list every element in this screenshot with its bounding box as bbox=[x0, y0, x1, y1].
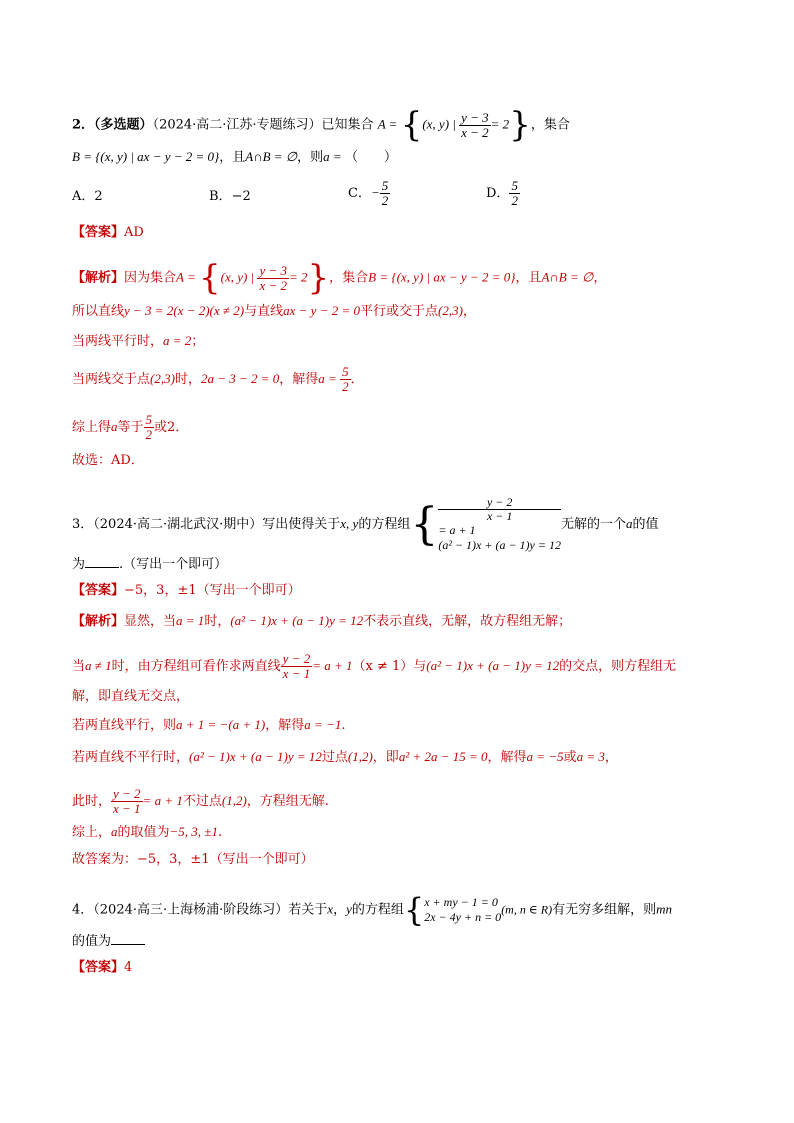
q2-an5-a: a bbox=[111, 419, 118, 434]
q3-stem-b: 的方程组 bbox=[358, 517, 411, 532]
q2-an1-cap: A∩B = ∅ bbox=[541, 269, 594, 285]
q3-an5-g: ，解得 bbox=[487, 750, 527, 765]
q3-number: 3． bbox=[72, 517, 94, 532]
q3-an4-a: 若两直线平行，则 bbox=[72, 718, 177, 733]
q2-an4-text-g: ． bbox=[350, 372, 364, 387]
q3-stem-a: 写出使得关于 bbox=[262, 517, 341, 532]
q4-number: 4． bbox=[72, 902, 94, 918]
q2-an1-frac-den: x − 2 bbox=[259, 277, 287, 293]
q2-frac-den: x − 2 bbox=[461, 124, 489, 140]
q2-an2-text-e: 平行或交于点 bbox=[359, 304, 438, 319]
q2-an1-text-b: ，集合 bbox=[329, 270, 369, 286]
q2-an6-value: AD bbox=[111, 453, 131, 468]
q2-an4-den: 2 bbox=[342, 379, 349, 394]
q2-option-c-num: 5 bbox=[381, 178, 389, 193]
q3-an6-e: ，方程组无解. bbox=[246, 794, 329, 809]
q2-an5-text-a: 综上得 bbox=[72, 420, 112, 435]
q2-an1-frac bbox=[257, 264, 289, 293]
q2-an2-text-g: ， bbox=[462, 304, 476, 319]
q2-an1-set-b: B = {(x, y) | ax − y − 2 = 0} bbox=[368, 269, 516, 285]
q4-system-brace: { bbox=[403, 891, 425, 929]
q3-an7-e: . bbox=[217, 825, 223, 840]
q2-frac-num: y − 3 bbox=[461, 109, 489, 125]
q2-answer-value: AD bbox=[124, 225, 144, 240]
q3-stem-a-var: a bbox=[625, 516, 633, 531]
q2-analysis-line5 bbox=[72, 413, 188, 442]
q2-analysis-line3 bbox=[72, 332, 204, 351]
q2-option-a-value: 2 bbox=[94, 189, 103, 204]
q2-option-d-num: 5 bbox=[511, 178, 518, 193]
q3-system-num: y − 2 bbox=[438, 496, 561, 510]
q3-line2-a: 为 bbox=[72, 557, 86, 572]
q3-source: （2024·高二·湖北武汉·期中） bbox=[93, 517, 263, 532]
q2-option-c-sign: − bbox=[370, 185, 380, 200]
q3-an6-c: 不过点 bbox=[182, 794, 222, 809]
q4-answer bbox=[72, 959, 132, 977]
q3-an5-a: 若两直线不平行时， bbox=[72, 750, 190, 765]
q4-line2: 的值为 bbox=[72, 934, 112, 949]
q4-stem-a: 若关于 bbox=[288, 902, 328, 918]
q2-an3-text-c: ； bbox=[191, 334, 205, 349]
q3-vars: x, y bbox=[340, 516, 359, 531]
q2-an4-text-e: ，解得 bbox=[279, 372, 319, 387]
q3-an7-c: 的取值为 bbox=[117, 825, 170, 840]
q2-cap: A∩B = ∅ bbox=[245, 149, 298, 164]
q3-an2-den: x − 1 bbox=[282, 666, 311, 681]
q3-an7-d: −5, 3, ±1 bbox=[169, 824, 218, 839]
q2-an1-frac-num: y − 3 bbox=[259, 262, 287, 278]
q2-answer bbox=[72, 224, 144, 242]
q3-an2-e: （x ≠ 1）与 bbox=[352, 659, 427, 674]
q2-paren: （ ） bbox=[344, 150, 397, 165]
q3-an1-b: a = 1 bbox=[176, 613, 205, 628]
q3-analysis-line8 bbox=[72, 851, 314, 869]
q4-stem-b: ， bbox=[333, 902, 347, 918]
q2-an5-text-c: 等于 bbox=[117, 420, 144, 435]
q3-an5-b: (a² − 1)x + (a − 1)y = 12 bbox=[189, 749, 322, 764]
q3-an6-num: y − 2 bbox=[113, 786, 141, 801]
q2-option-a-label: A． bbox=[72, 189, 95, 204]
q3-an5-e: ，即 bbox=[372, 750, 399, 765]
q3-an3: 解，即直线无交点， bbox=[72, 689, 190, 704]
q3-an5-c: 过点 bbox=[321, 750, 348, 765]
q3-an5-d: (1,2) bbox=[347, 749, 373, 764]
q3-an4-c: ，解得 bbox=[265, 718, 305, 733]
q2-an2-text-a: 所以直线 bbox=[72, 304, 125, 319]
q2-stem-suffix: ，集合 bbox=[530, 117, 570, 133]
q2-set-a-frac bbox=[459, 111, 491, 140]
q3-system-line2: (a² − 1)x + (a − 1)y = 12 bbox=[438, 538, 561, 552]
q3-an5-k: ， bbox=[604, 750, 618, 765]
q2-an6-text-c: ． bbox=[130, 453, 144, 468]
q3-an2-f: (a² − 1)x + (a − 1)y = 12 bbox=[426, 658, 560, 673]
q3-an5-f: a² + 2a − 15 = 0 bbox=[398, 749, 488, 764]
q3-stem-line1 bbox=[72, 496, 659, 553]
q3-system-den: x − 1 bbox=[486, 509, 513, 523]
q3-an7-a: 综上， bbox=[72, 825, 112, 840]
q4-system bbox=[424, 895, 501, 925]
q3-an2-d: = a + 1 bbox=[312, 658, 353, 673]
q2-option-d-frac bbox=[509, 179, 520, 208]
q3-an8: 故答案为：−5，3，±1（写出一个即可） bbox=[72, 852, 314, 867]
q2-an1-brace-right: } bbox=[307, 258, 330, 298]
q2-type: （多选题） bbox=[94, 117, 153, 133]
q3-an5-j: a = 3 bbox=[576, 749, 605, 764]
q2-cond: ，且 bbox=[219, 150, 246, 165]
q3-an6-a: 此时， bbox=[72, 794, 112, 809]
q2-set-a-var: (x, y) | bbox=[422, 116, 460, 132]
q2-option-c-frac bbox=[380, 179, 391, 208]
q3-system-brace: { bbox=[410, 498, 439, 550]
q3-an2-g: 的交点，则方程组无 bbox=[559, 659, 677, 674]
q3-answer-tag: 【答案】 bbox=[72, 583, 125, 598]
q2-set-b: B = {(x, y) | ax − y − 2 = 0} bbox=[72, 149, 220, 164]
q2-an5-text-f: ． bbox=[175, 420, 189, 435]
q2-analysis-line1 bbox=[72, 258, 607, 298]
q4-system-line1: x + my − 1 = 0 bbox=[424, 895, 498, 909]
q2-an1-eq: = 2 bbox=[288, 269, 308, 285]
q3-an2-c: 时，由方程组可看作求两直线 bbox=[111, 659, 281, 674]
q4-stem-d: 有无穷多组解，则 bbox=[552, 902, 657, 918]
q4-stem-cond: (m, n ∈ R) bbox=[501, 902, 553, 917]
q4-system-line2: 2x − 4y + n = 0 bbox=[424, 910, 502, 924]
q2-answer-tag: 【答案】 bbox=[72, 225, 125, 240]
q3-an6-d: (1,2) bbox=[221, 793, 247, 808]
q2-an3-text-a: 当两线平行时， bbox=[72, 334, 164, 349]
q2-an4-text-c: 时， bbox=[174, 372, 201, 387]
q4-answer-tag: 【答案】 bbox=[72, 960, 125, 975]
q3-system bbox=[438, 496, 561, 553]
q2-an5-value: 2 bbox=[167, 420, 176, 435]
q2-set-a-lhs: A = bbox=[377, 116, 401, 132]
q3-an2-a: 当 bbox=[72, 659, 86, 674]
q2-brace-left: { bbox=[400, 105, 423, 145]
q2-an1-text-f: ， bbox=[593, 270, 607, 286]
q3-system-rhs: = a + 1 bbox=[438, 523, 476, 537]
q2-an3-eq: a = 2 bbox=[163, 333, 192, 348]
q3-an5-i: 或 bbox=[563, 750, 577, 765]
q4-stem-mn: mn bbox=[656, 901, 672, 917]
q3-an6-den: x − 1 bbox=[113, 801, 141, 816]
q2-an5-num: 5 bbox=[145, 412, 153, 427]
q3-an2-b: a ≠ 1 bbox=[85, 658, 112, 673]
q2-an5-frac bbox=[144, 413, 155, 442]
q3-stem-e: 的值 bbox=[632, 517, 659, 532]
q4-var-x: x bbox=[327, 901, 334, 917]
q2-an4-point: (2,3) bbox=[150, 371, 175, 386]
q4-stem-line1 bbox=[72, 893, 672, 927]
q2-option-c-den: 2 bbox=[381, 193, 389, 208]
q3-analysis-line3 bbox=[72, 688, 189, 706]
q3-an5-h: a = −5 bbox=[526, 749, 564, 764]
q4-source: （2024·高三·上海杨浦·阶段练习） bbox=[93, 902, 289, 918]
q3-system-frac bbox=[438, 496, 561, 523]
q3-an1-e: 不表示直线，无解，故方程组无解； bbox=[363, 614, 572, 629]
q2-option-c bbox=[348, 179, 390, 208]
q2-an5-den: 2 bbox=[145, 427, 153, 442]
q3-stem-c: 无解的一个 bbox=[560, 517, 626, 532]
q2-brace-right: } bbox=[509, 105, 531, 145]
q2-option-b-label: B． bbox=[209, 189, 232, 204]
q2-an1-text-d: ，且 bbox=[515, 270, 542, 286]
q2-an2-text-c: 与直线 bbox=[244, 304, 284, 319]
q3-answer bbox=[72, 582, 301, 600]
q2-a: a = bbox=[323, 149, 345, 164]
q4-answer-blank[interactable] bbox=[111, 932, 145, 945]
q2-analysis-line2 bbox=[72, 302, 476, 321]
q2-an1-set-a-lhs: A = bbox=[176, 269, 200, 285]
q2-an6-text-a: 故选： bbox=[72, 453, 112, 468]
q3-stem-line2 bbox=[72, 555, 227, 574]
q3-an6-frac bbox=[111, 787, 143, 816]
q3-an1-c: 时， bbox=[204, 614, 231, 629]
q3-system-line1 bbox=[438, 496, 561, 538]
q2-option-d-label: D． bbox=[486, 186, 510, 201]
q2-an4-eq: 2a − 3 − 2 = 0 bbox=[200, 371, 280, 386]
q2-source: （2024·高二·江苏·专题练习） bbox=[152, 117, 322, 133]
q4-stem-line2 bbox=[72, 932, 145, 951]
q2-analysis-line4 bbox=[72, 365, 364, 394]
q2-option-d-den: 2 bbox=[511, 193, 518, 208]
q3-an7-b: a bbox=[111, 824, 118, 839]
q2-analysis-tag: 【解析】 bbox=[72, 270, 125, 286]
q2-option-c-label: C． bbox=[348, 186, 371, 201]
q2-an2-line2: ax − y − 2 = 0 bbox=[283, 303, 360, 318]
q2-an4-a: a = bbox=[318, 371, 341, 386]
q4-var-y: y bbox=[346, 901, 352, 917]
q3-line2-b: .（写出一个即可） bbox=[119, 557, 228, 572]
q2-option-b bbox=[209, 188, 251, 206]
q3-analysis-line1 bbox=[72, 612, 571, 631]
q3-an4-e: . bbox=[341, 718, 346, 733]
q2-option-a bbox=[72, 188, 103, 206]
q2-stem-line1 bbox=[72, 105, 570, 145]
q2-set-a-eq: = 2 bbox=[490, 116, 510, 132]
q2-an1-text: 因为集合 bbox=[124, 270, 177, 286]
q2-number: 2． bbox=[72, 117, 95, 133]
q2-an4-frac bbox=[340, 365, 351, 394]
q3-analysis-tag: 【解析】 bbox=[72, 614, 125, 629]
q2-an1-brace-left: { bbox=[199, 258, 221, 298]
q2-an5-text-d: 或 bbox=[154, 420, 168, 435]
q3-an2-num: y − 2 bbox=[282, 651, 311, 666]
q2-an1-set-a-var: (x, y) | bbox=[220, 269, 258, 285]
q2-an2-point: (2,3) bbox=[438, 303, 463, 318]
q2-ask: ，则 bbox=[297, 150, 324, 165]
q2-an4-num: 5 bbox=[342, 364, 349, 379]
q3-an1-d: (a² − 1)x + (a − 1)y = 12 bbox=[230, 613, 364, 628]
q4-stem-c: 的方程组 bbox=[351, 902, 404, 918]
q3-analysis-line6 bbox=[72, 787, 329, 816]
q3-an4-b: a + 1 = −(a + 1) bbox=[176, 717, 266, 732]
q3-analysis-line4 bbox=[72, 716, 345, 735]
q3-an6-b: = a + 1 bbox=[142, 793, 183, 808]
q2-analysis-line6 bbox=[72, 452, 144, 470]
q2-an2-line1: y − 3 = 2(x − 2)(x ≠ 2) bbox=[124, 303, 245, 318]
q3-analysis-line7 bbox=[72, 823, 222, 842]
q2-stem-line2 bbox=[72, 148, 397, 167]
q2-option-d bbox=[486, 179, 520, 208]
q2-an4-text-a: 当两线交于点 bbox=[72, 372, 151, 387]
q3-an1-a: 显然，当 bbox=[124, 614, 177, 629]
q4-answer-value: 4 bbox=[124, 960, 133, 975]
q3-analysis-line2 bbox=[72, 652, 676, 681]
q3-analysis-line5 bbox=[72, 748, 618, 767]
q3-an4-d: a = −1 bbox=[304, 717, 342, 732]
q3-an2-frac bbox=[281, 652, 313, 681]
q2-option-b-value: −2 bbox=[231, 189, 251, 204]
q3-answer-blank[interactable] bbox=[85, 555, 119, 568]
q3-answer-value: −5，3，±1（写出一个即可） bbox=[124, 583, 301, 598]
q2-stem-prefix: 已知集合 bbox=[321, 117, 374, 133]
